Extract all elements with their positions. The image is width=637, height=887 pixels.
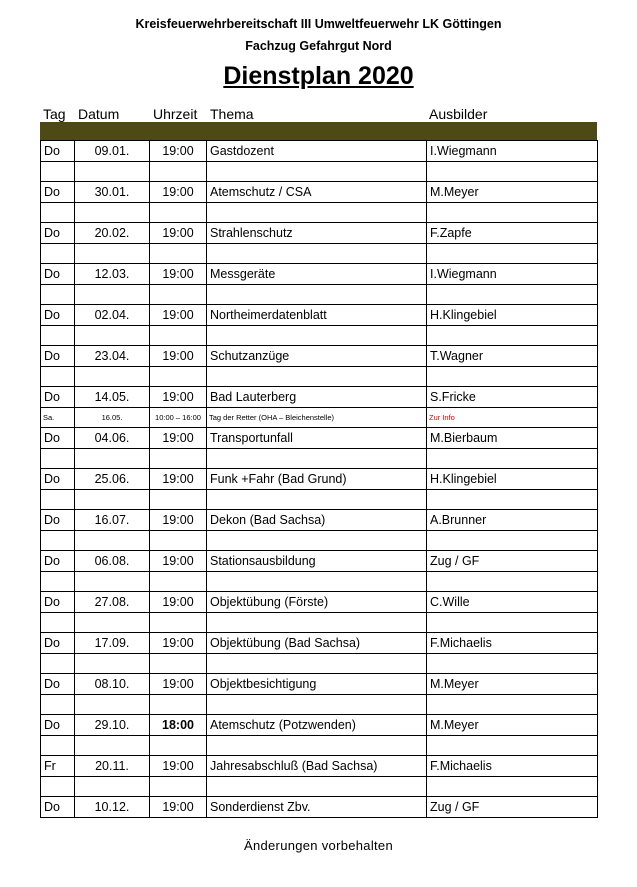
header-band bbox=[40, 122, 597, 140]
day-cell bbox=[41, 285, 75, 305]
table-row bbox=[41, 756, 598, 777]
column-header-datum: Datum bbox=[78, 106, 120, 122]
instructor-cell bbox=[427, 285, 598, 305]
table-row bbox=[41, 469, 598, 490]
instructor-cell: Zug / GF bbox=[427, 551, 598, 572]
table-row bbox=[41, 346, 598, 367]
day-cell: Sa. bbox=[41, 408, 75, 428]
instructor-cell: F.Michaelis bbox=[427, 756, 598, 777]
date-cell: 25.06. bbox=[75, 469, 150, 490]
date-cell: 16.05. bbox=[75, 408, 150, 428]
table-row bbox=[41, 182, 598, 203]
time-cell: 19:00 bbox=[150, 469, 207, 490]
instructor-cell bbox=[427, 326, 598, 346]
time-cell bbox=[150, 203, 207, 223]
day-cell: Do bbox=[41, 264, 75, 285]
spacer-row bbox=[41, 613, 598, 633]
instructor-cell: M.Meyer bbox=[427, 715, 598, 736]
day-cell bbox=[41, 572, 75, 592]
time-cell: 19:00 bbox=[150, 141, 207, 162]
time-cell bbox=[150, 654, 207, 674]
time-cell: 19:00 bbox=[150, 182, 207, 203]
spacer-row bbox=[41, 449, 598, 469]
day-cell: Do bbox=[41, 469, 75, 490]
instructor-cell bbox=[427, 654, 598, 674]
table-row bbox=[41, 551, 598, 572]
table-row bbox=[41, 428, 598, 449]
column-header-uhrzeit: Uhrzeit bbox=[153, 106, 198, 122]
instructor-cell bbox=[427, 490, 598, 510]
day-cell bbox=[41, 326, 75, 346]
instructor-cell bbox=[427, 531, 598, 551]
date-cell bbox=[75, 162, 150, 182]
topic-cell: Strahlenschutz bbox=[207, 223, 427, 244]
date-cell: 10.12. bbox=[75, 797, 150, 818]
day-cell: Do bbox=[41, 674, 75, 695]
topic-cell bbox=[207, 654, 427, 674]
day-cell: Do bbox=[41, 182, 75, 203]
topic-cell: Atemschutz / CSA bbox=[207, 182, 427, 203]
date-cell: 04.06. bbox=[75, 428, 150, 449]
date-cell bbox=[75, 449, 150, 469]
instructor-cell: H.Klingebiel bbox=[427, 469, 598, 490]
topic-cell: Messgeräte bbox=[207, 264, 427, 285]
day-cell bbox=[41, 162, 75, 182]
date-cell: 23.04. bbox=[75, 346, 150, 367]
table-row bbox=[41, 510, 598, 531]
topic-cell: Jahresabschluß (Bad Sachsa) bbox=[207, 756, 427, 777]
topic-cell bbox=[207, 326, 427, 346]
topic-cell bbox=[207, 572, 427, 592]
spacer-row bbox=[41, 736, 598, 756]
day-cell bbox=[41, 244, 75, 264]
day-cell bbox=[41, 449, 75, 469]
day-cell: Do bbox=[41, 223, 75, 244]
day-cell: Do bbox=[41, 797, 75, 818]
info-row bbox=[41, 408, 598, 428]
day-cell bbox=[41, 367, 75, 387]
instructor-cell bbox=[427, 162, 598, 182]
instructor-cell: M.Meyer bbox=[427, 182, 598, 203]
topic-cell bbox=[207, 244, 427, 264]
time-cell bbox=[150, 326, 207, 346]
time-cell: 19:00 bbox=[150, 592, 207, 613]
instructor-cell: S.Fricke bbox=[427, 387, 598, 408]
time-cell: 19:00 bbox=[150, 305, 207, 326]
day-cell: Do bbox=[41, 387, 75, 408]
table-row bbox=[41, 797, 598, 818]
day-cell bbox=[41, 777, 75, 797]
instructor-cell: F.Zapfe bbox=[427, 223, 598, 244]
table-row bbox=[41, 264, 598, 285]
date-cell: 06.08. bbox=[75, 551, 150, 572]
date-cell bbox=[75, 654, 150, 674]
time-cell: 19:00 bbox=[150, 346, 207, 367]
day-cell bbox=[41, 531, 75, 551]
day-cell bbox=[41, 490, 75, 510]
time-cell bbox=[150, 531, 207, 551]
day-cell: Do bbox=[41, 715, 75, 736]
instructor-cell bbox=[427, 367, 598, 387]
topic-cell bbox=[207, 203, 427, 223]
time-cell: 19:00 bbox=[150, 387, 207, 408]
topic-cell: Sonderdienst Zbv. bbox=[207, 797, 427, 818]
instructor-cell: M.Bierbaum bbox=[427, 428, 598, 449]
day-cell: Fr bbox=[41, 756, 75, 777]
instructor-cell: F.Michaelis bbox=[427, 633, 598, 654]
date-cell: 16.07. bbox=[75, 510, 150, 531]
day-cell bbox=[41, 203, 75, 223]
instructor-cell bbox=[427, 695, 598, 715]
table-row bbox=[41, 592, 598, 613]
topic-cell: Stationsausbildung bbox=[207, 551, 427, 572]
date-cell: 20.02. bbox=[75, 223, 150, 244]
spacer-row bbox=[41, 203, 598, 223]
date-cell: 14.05. bbox=[75, 387, 150, 408]
topic-cell: Dekon (Bad Sachsa) bbox=[207, 510, 427, 531]
date-cell: 17.09. bbox=[75, 633, 150, 654]
topic-cell bbox=[207, 449, 427, 469]
date-cell bbox=[75, 367, 150, 387]
instructor-cell: I.Wiegmann bbox=[427, 141, 598, 162]
instructor-cell bbox=[427, 613, 598, 633]
instructor-cell: I.Wiegmann bbox=[427, 264, 598, 285]
time-cell: 19:00 bbox=[150, 551, 207, 572]
date-cell bbox=[75, 490, 150, 510]
date-cell bbox=[75, 736, 150, 756]
column-header-thema: Thema bbox=[210, 106, 254, 122]
date-cell bbox=[75, 613, 150, 633]
day-cell: Do bbox=[41, 428, 75, 449]
topic-cell: Schutzanzüge bbox=[207, 346, 427, 367]
instructor-cell: C.Wille bbox=[427, 592, 598, 613]
topic-cell bbox=[207, 736, 427, 756]
date-cell: 20.11. bbox=[75, 756, 150, 777]
day-cell: Do bbox=[41, 551, 75, 572]
date-cell bbox=[75, 572, 150, 592]
topic-cell bbox=[207, 162, 427, 182]
day-cell bbox=[41, 654, 75, 674]
date-cell: 27.08. bbox=[75, 592, 150, 613]
date-cell bbox=[75, 203, 150, 223]
topic-cell: Bad Lauterberg bbox=[207, 387, 427, 408]
footer-note: Änderungen vorbehalten bbox=[244, 838, 393, 853]
day-cell: Do bbox=[41, 633, 75, 654]
column-header-tag: Tag bbox=[43, 106, 66, 122]
spacer-row bbox=[41, 326, 598, 346]
time-cell: 19:00 bbox=[150, 756, 207, 777]
date-cell bbox=[75, 777, 150, 797]
time-cell bbox=[150, 695, 207, 715]
time-cell bbox=[150, 613, 207, 633]
column-header-ausbilder: Ausbilder bbox=[429, 106, 488, 122]
time-cell: 19:00 bbox=[150, 428, 207, 449]
time-cell bbox=[150, 490, 207, 510]
table-row bbox=[41, 223, 598, 244]
instructor-cell: Zur Info bbox=[427, 408, 598, 428]
topic-cell: Objektübung (Förste) bbox=[207, 592, 427, 613]
instructor-cell: T.Wagner bbox=[427, 346, 598, 367]
time-cell: 19:00 bbox=[150, 797, 207, 818]
date-cell: 09.01. bbox=[75, 141, 150, 162]
instructor-cell: H.Klingebiel bbox=[427, 305, 598, 326]
instructor-cell: Zug / GF bbox=[427, 797, 598, 818]
spacer-row bbox=[41, 244, 598, 264]
day-cell: Do bbox=[41, 141, 75, 162]
topic-cell bbox=[207, 531, 427, 551]
topic-cell: Gastdozent bbox=[207, 141, 427, 162]
day-cell: Do bbox=[41, 305, 75, 326]
day-cell bbox=[41, 695, 75, 715]
table-row bbox=[41, 141, 598, 162]
time-cell: 19:00 bbox=[150, 223, 207, 244]
spacer-row bbox=[41, 367, 598, 387]
date-cell: 30.01. bbox=[75, 182, 150, 203]
organization-name: Kreisfeuerwehrbereitschaft III Umweltfeuerwehr LK Göttingen bbox=[135, 17, 502, 31]
spacer-row bbox=[41, 531, 598, 551]
spacer-row bbox=[41, 490, 598, 510]
unit-name: Fachzug Gefahrgut Nord bbox=[245, 39, 392, 53]
date-cell bbox=[75, 244, 150, 264]
topic-cell: Northeimerdatenblatt bbox=[207, 305, 427, 326]
instructor-cell bbox=[427, 244, 598, 264]
instructor-cell: A.Brunner bbox=[427, 510, 598, 531]
date-cell bbox=[75, 326, 150, 346]
topic-cell: Objektübung (Bad Sachsa) bbox=[207, 633, 427, 654]
day-cell: Do bbox=[41, 510, 75, 531]
table-row bbox=[41, 633, 598, 654]
instructor-cell bbox=[427, 777, 598, 797]
page-title: Dienstplan 2020 bbox=[223, 62, 414, 90]
instructor-cell bbox=[427, 736, 598, 756]
time-cell bbox=[150, 736, 207, 756]
day-cell bbox=[41, 613, 75, 633]
spacer-row bbox=[41, 572, 598, 592]
day-cell bbox=[41, 736, 75, 756]
time-cell bbox=[150, 162, 207, 182]
spacer-row bbox=[41, 654, 598, 674]
time-cell: 18:00 bbox=[150, 715, 207, 736]
topic-cell bbox=[207, 285, 427, 305]
table-row bbox=[41, 387, 598, 408]
topic-cell: Funk +Fahr (Bad Grund) bbox=[207, 469, 427, 490]
spacer-row bbox=[41, 285, 598, 305]
time-cell bbox=[150, 449, 207, 469]
time-cell: 19:00 bbox=[150, 633, 207, 654]
time-cell bbox=[150, 244, 207, 264]
topic-cell bbox=[207, 777, 427, 797]
date-cell bbox=[75, 285, 150, 305]
topic-cell bbox=[207, 367, 427, 387]
time-cell bbox=[150, 572, 207, 592]
topic-cell bbox=[207, 490, 427, 510]
instructor-cell bbox=[427, 572, 598, 592]
topic-cell: Objektbesichtigung bbox=[207, 674, 427, 695]
date-cell bbox=[75, 695, 150, 715]
table-row bbox=[41, 674, 598, 695]
date-cell: 02.04. bbox=[75, 305, 150, 326]
date-cell: 12.03. bbox=[75, 264, 150, 285]
time-cell bbox=[150, 285, 207, 305]
topic-cell: Transportunfall bbox=[207, 428, 427, 449]
spacer-row bbox=[41, 777, 598, 797]
time-cell bbox=[150, 777, 207, 797]
date-cell: 29.10. bbox=[75, 715, 150, 736]
date-cell: 08.10. bbox=[75, 674, 150, 695]
topic-cell: Atemschutz (Potzwenden) bbox=[207, 715, 427, 736]
instructor-cell bbox=[427, 449, 598, 469]
topic-cell bbox=[207, 613, 427, 633]
time-cell: 19:00 bbox=[150, 264, 207, 285]
instructor-cell: M.Meyer bbox=[427, 674, 598, 695]
instructor-cell bbox=[427, 203, 598, 223]
day-cell: Do bbox=[41, 346, 75, 367]
spacer-row bbox=[41, 162, 598, 182]
time-cell bbox=[150, 367, 207, 387]
time-cell: 19:00 bbox=[150, 674, 207, 695]
spacer-row bbox=[41, 695, 598, 715]
date-cell bbox=[75, 531, 150, 551]
time-cell: 19:00 bbox=[150, 510, 207, 531]
topic-cell: Tag der Retter (OHA – Bleichenstelle) bbox=[207, 408, 427, 428]
table-row bbox=[41, 715, 598, 736]
schedule-table bbox=[40, 140, 598, 818]
topic-cell bbox=[207, 695, 427, 715]
day-cell: Do bbox=[41, 592, 75, 613]
table-row bbox=[41, 305, 598, 326]
time-cell: 10:00 – 16:00 bbox=[150, 408, 207, 428]
